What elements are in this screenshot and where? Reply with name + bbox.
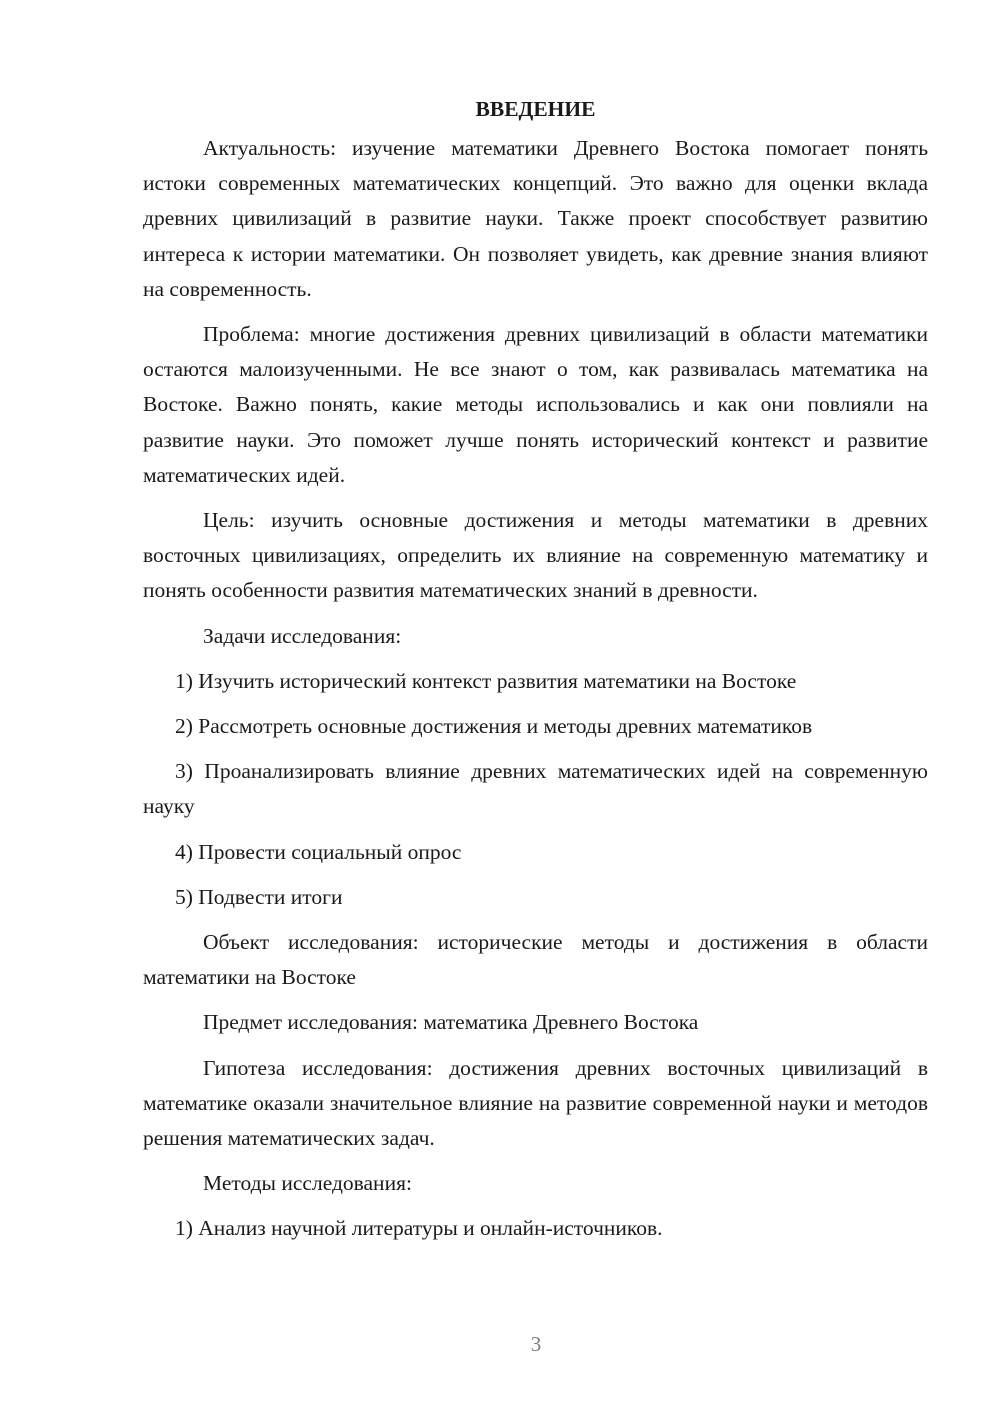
document-page (143, 92, 928, 1257)
task-item-1: 1) Изучить исторический контекст развития математики на Востоке (175, 668, 797, 693)
task-item-5: 5) Подвести итоги (175, 884, 343, 909)
method-item-1: 1) Анализ научной литературы и онлайн-источников. (175, 1216, 663, 1241)
task-item-4: 4) Провести социальный опрос (175, 839, 462, 864)
paragraph-hypothesis: Гипотеза исследования: достижения древних восточных цивилизаций в математике оказали значительное влияние на развитие современной науки и методов решения математических задач. (143, 1055, 928, 1151)
methods-heading: Методы исследования: (203, 1171, 412, 1196)
paragraph-problem: Проблема: многие достижения древних цивилизаций в области математики остаются малоизученными. Не все знают о том, как развивалась математика на Востоке. Важно понять, какие методы использовались и как они повлияли на развитие науки. Это поможет лучше понять исторический контекст и развитие математических идей. (143, 322, 928, 487)
paragraph-subject: Предмет исследования: математика Древнего Востока (203, 1010, 699, 1035)
section-title: ВВЕДЕНИЕ (475, 97, 596, 121)
paragraph-goal: Цель: изучить основные достижения и методы математики в древних восточных цивилизациях, определить их влияние на современную математику и понять особенности развития математических знаний в древности. (143, 508, 928, 603)
tasks-heading: Задачи исследования: (203, 623, 402, 648)
paragraph-object: Объект исследования: исторические методы и достижения в области математики на Востоке (143, 930, 928, 990)
page-number: 3 (530, 1332, 542, 1356)
task-item-2: 2) Рассмотреть основные достижения и методы древних математиков (175, 714, 813, 739)
task-item-3: 3) Проанализировать влияние древних математических идей на современную науку (143, 759, 928, 819)
paragraph-relevance: Актуальность: изучение математики Древнего Востока помогает понять истоки современных математических концепций. Это важно для оценки вклада древних цивилизаций в развитие науки. Также проект способствует развитию интереса к истории математики. Он позволяет увидеть, как древние знания влияют на современность. (143, 136, 928, 301)
